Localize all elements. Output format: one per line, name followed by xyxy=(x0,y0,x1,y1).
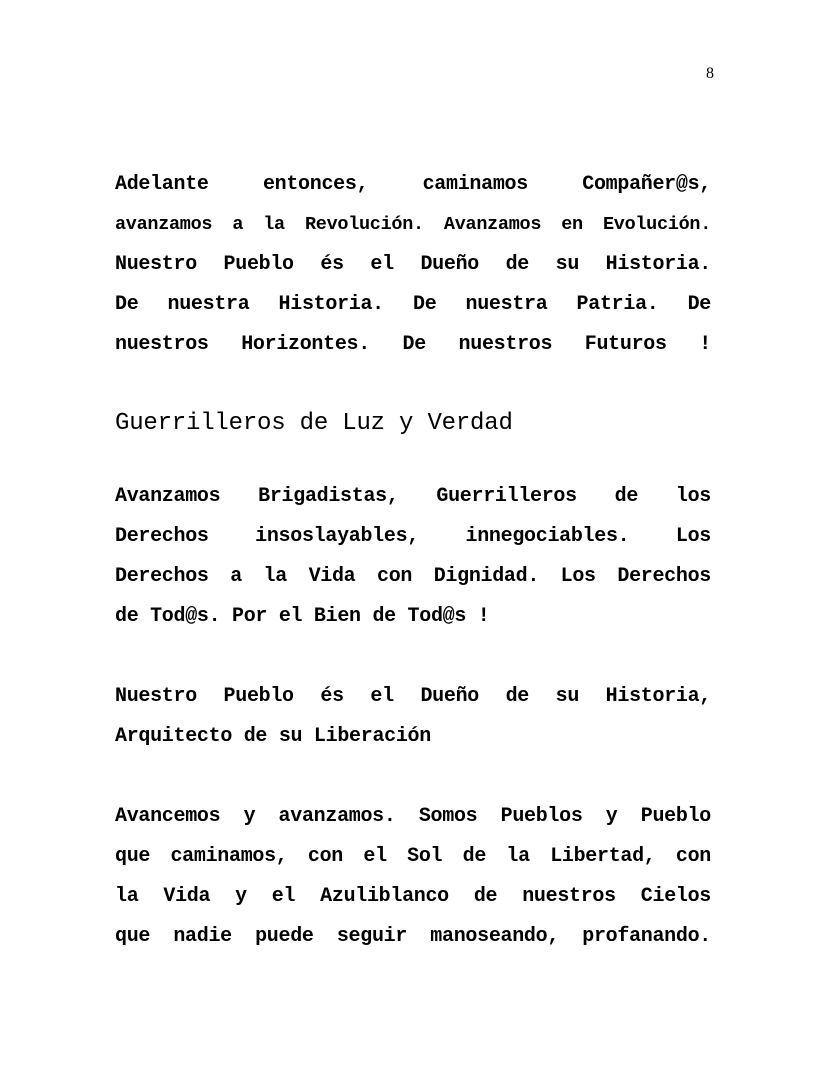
paragraph-line: la Vida y el Azuliblanco de nuestros Cielos xyxy=(115,885,711,908)
paragraph-3 xyxy=(115,677,711,757)
paragraph-line: Derechos a la Vida con Dignidad. Los Derechos xyxy=(115,565,711,588)
paragraph-2 xyxy=(115,477,711,637)
paragraph-line: de Tod@s. Por el Bien de Tod@s ! xyxy=(115,605,490,628)
section-heading: Guerrilleros de Luz y Verdad xyxy=(115,410,513,437)
paragraph-line: De nuestra Historia. De nuestra Patria. De xyxy=(115,293,711,316)
paragraph-line: Avancemos y avanzamos. Somos Pueblos y Pueblo xyxy=(115,805,711,828)
paragraph-line: Derechos insoslayables, innegociables. Los xyxy=(115,525,711,548)
paragraph-line: Avanzamos Brigadistas, Guerrilleros de los xyxy=(115,485,711,508)
paragraph-line: que caminamos, con el Sol de la Libertad, con xyxy=(115,845,711,868)
paragraph-line: Arquitecto de su Liberación xyxy=(115,725,431,748)
paragraph-line: Nuestro Pueblo és el Dueño de su Historia, xyxy=(115,685,711,708)
paragraph-line: nuestros Horizontes. De nuestros Futuros ! xyxy=(115,333,711,356)
paragraph-line: avanzamos a la Revolución. Avanzamos en Evolución. xyxy=(115,214,711,235)
paragraph-line: Nuestro Pueblo és el Dueño de su Historia. xyxy=(115,253,711,276)
page-number: 8 xyxy=(706,65,714,82)
paragraph-line: que nadie puede seguir manoseando, profanando. xyxy=(115,925,711,948)
paragraph-line: Adelante entonces, caminamos Compañer@s, xyxy=(115,173,711,196)
paragraph-1 xyxy=(115,165,711,365)
paragraph-4 xyxy=(115,797,711,957)
